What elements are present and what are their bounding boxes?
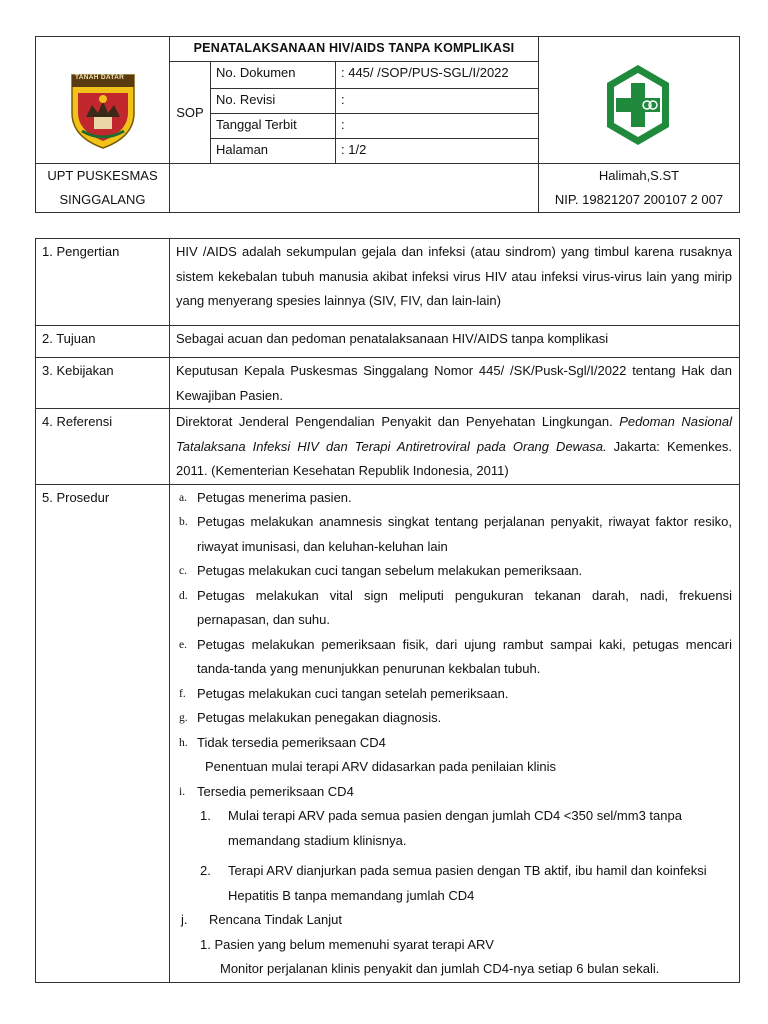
signer-name: Halimah,S.ST — [598, 168, 680, 183]
doc-number-label: No. Dokumen — [211, 62, 336, 89]
revision-value: : — [336, 89, 539, 114]
item-j-sub: 1. Pasien yang belum memenuhi syarat terapi ARV — [200, 936, 494, 952]
doc-number-value: : 445/ /SOP/PUS-SGL/I/2022 — [336, 62, 539, 89]
pengertian-text: HIV /AIDS adalah sekumpulan gejala dan infeksi (atau sindrom) yang timbul karena rusaknya sistem kekebalan tubuh manusia akibat infeksi virus HIV atau infeksi virus-virus lain yang mirip yang menyerang spesies lainnya (SIV, FIV, dan lain-lain) — [170, 239, 740, 326]
blank-middle-cell — [170, 164, 539, 213]
list-item: e. Petugas melakukan pemeriksaan fisik, dari ujung rambut sampai kaki, petugas mencari tanda-tanda yang menunjukkan penurunan kekbalan tubuh. — [179, 636, 732, 676]
section-row-tujuan — [36, 326, 740, 358]
pengertian-label: 1. Pengertian — [36, 239, 170, 326]
referensi-publisher: Jakarta: Kemenkes. 2011. (Kementerian Kesehatan Republik Indonesia, 2011) — [176, 438, 732, 478]
puskesmas-cross-icon — [603, 63, 673, 147]
prosedur-body — [170, 484, 740, 982]
referensi-text — [170, 409, 740, 485]
signer-nip: NIP. 19821207 200107 2 007 — [554, 192, 724, 207]
page-value: : 1/2 — [336, 139, 539, 164]
organization-cell — [36, 164, 170, 213]
left-logo-cell — [36, 37, 170, 164]
section-row-kebijakan — [36, 358, 740, 409]
referensi-book-title: Pedoman Nasional Tatalaksana Infeksi HIV dan Terapi Antiretroviral pada Orang Dewasa. — [176, 414, 732, 454]
kebijakan-label: 3. Kebijakan — [36, 358, 170, 409]
section-row-referensi — [36, 409, 740, 485]
org-line-1: UPT PUSKESMAS — [47, 168, 158, 183]
tujuan-text: Sebagai acuan dan pedoman penatalaksanaan HIV/AIDS tanpa komplikasi — [170, 326, 740, 358]
document-title: PENATALAKSANAAN HIV/AIDS TANPA KOMPLIKASI — [170, 37, 539, 62]
list-item: g. Petugas melakukan penegakan diagnosis. — [179, 710, 442, 725]
tanah-datar-shield-icon — [68, 71, 138, 151]
section-row-pengertian — [36, 239, 740, 326]
list-item: a. Petugas menerima pasien. — [179, 489, 352, 505]
list-item: h. Tidak tersedia pemeriksaan CD4 — [179, 734, 386, 750]
tujuan-label: 2. Tujuan — [36, 326, 170, 358]
list-item: f. Petugas melakukan cuci tangan setelah pemeriksaan. — [179, 685, 509, 701]
sub-list-item: 1. Mulai terapi ARV pada semua pasien dengan jumlah CD4 <350 sel/mm3 tanpa memandang stadium klinisnya. — [200, 808, 682, 848]
referensi-label: 4. Referensi — [36, 409, 170, 485]
referensi-author: Direktorat Jenderal Pengendalian Penyakit dan Penyehatan Lingkungan. — [176, 414, 620, 429]
kebijakan-text: Keputusan Kepala Puskesmas Singgalang Nomor 445/ /SK/Pusk-Sgl/I/2022 tentang Hak dan Kewajiban Pasien. — [170, 358, 740, 409]
list-item: d. Petugas melakukan vital sign meliputi pengukuran tekanan darah, nadi, frekuensi pernapasan, dan suhu. — [179, 587, 732, 627]
prosedur-label: 5. Prosedur — [36, 484, 170, 982]
sop-content-table — [35, 238, 740, 983]
sop-header-table — [35, 36, 740, 213]
sub-list-item: 2. Terapi ARV dianjurkan pada semua pasien dengan TB aktif, ibu hamil dan koinfeksi Hepatitis B tanpa memandang jumlah CD4 — [200, 863, 707, 903]
item-h-note: Penentuan mulai terapi ARV didasarkan pada penilaian klinis — [205, 759, 556, 774]
signer-cell — [539, 164, 740, 213]
issue-date-value: : — [336, 114, 539, 139]
issue-date-label: Tanggal Terbit — [211, 114, 336, 139]
org-line-2: SINGGALANG — [59, 192, 146, 207]
list-item: j. Rencana Tindak Lanjut — [181, 912, 342, 927]
left-logo-text: TANAH DATAR — [75, 74, 125, 81]
list-item: b. Petugas melakukan anamnesis singkat tentang perjalanan penyakit, riwayat faktor resiko, riwayat imunisasi, dan keluhan-keluhan lain — [179, 514, 732, 554]
item-j-sub-note: Monitor perjalanan klinis penyakit dan jumlah CD4-nya setiap 6 bulan sekali. — [220, 961, 660, 976]
list-item: c. Petugas melakukan cuci tangan sebelum melakukan pemeriksaan. — [179, 563, 583, 578]
right-logo-cell — [539, 37, 740, 164]
revision-label: No. Revisi — [211, 89, 336, 114]
list-item: i. Tersedia pemeriksaan CD4 — [179, 783, 354, 799]
sop-label: SOP — [170, 62, 211, 164]
section-row-prosedur — [36, 484, 740, 982]
page-label: Halaman — [211, 139, 336, 164]
